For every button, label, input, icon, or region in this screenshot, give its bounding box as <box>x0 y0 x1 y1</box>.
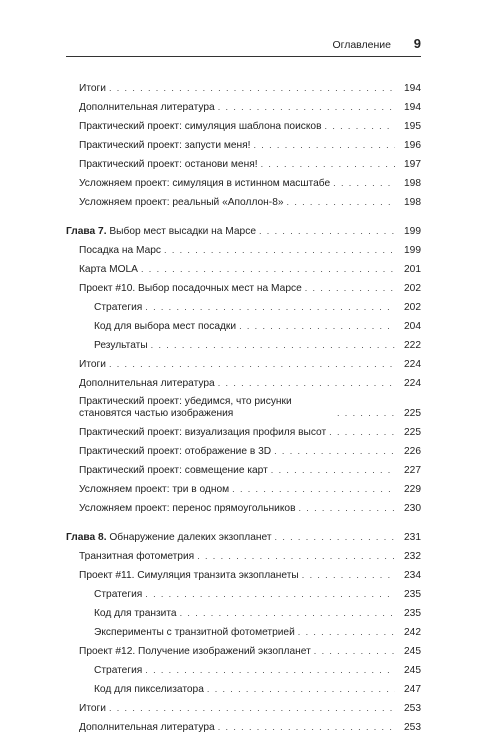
toc-entry <box>66 563 421 582</box>
dot-leader <box>298 502 395 515</box>
dot-leader <box>164 244 395 257</box>
dot-leader <box>271 464 395 477</box>
toc-entry-label: Практический проект: останови меня! <box>79 159 261 171</box>
dot-leader <box>151 339 395 352</box>
toc-entry-label: Практический проект: отображение в 3D <box>79 446 274 458</box>
toc-entry <box>66 76 421 95</box>
toc-entry-page-number: 225 <box>404 427 421 438</box>
dot-leader <box>109 82 395 95</box>
page-number: 9 <box>413 36 421 51</box>
toc-entry-label: Эксперименты с транзитной фотометрией <box>94 627 298 639</box>
chapter-title: Выбор мест высадки на Марсе <box>109 226 256 237</box>
toc-entry <box>66 677 421 696</box>
toc-entry <box>66 257 421 276</box>
toc-entry <box>66 333 421 352</box>
toc-entry-label: Практический проект: совмещение карт <box>79 465 271 477</box>
dot-leader <box>287 196 395 209</box>
toc-entry <box>66 639 421 658</box>
toc-entry-page-number: 234 <box>404 570 421 581</box>
toc-entry-page-number: 224 <box>404 359 421 370</box>
toc-entry-page-number: 235 <box>404 608 421 619</box>
toc-entry-label: Усложняем проект: симуляция в истинном масштабе <box>79 178 333 190</box>
toc-entry-label: Итоги <box>79 83 109 95</box>
toc-entry-label: Код для выбора мест посадки <box>94 321 239 333</box>
toc-entry-label: Стратегия <box>94 589 145 601</box>
toc-entry-label: Практический проект: запусти меня! <box>79 140 254 152</box>
toc-entry-page-number: 197 <box>404 159 421 170</box>
toc-entry-label: Итоги <box>79 703 109 715</box>
toc-entry-label: Транзитная фотометрия <box>79 551 197 563</box>
toc-entry <box>66 238 421 257</box>
toc-entry-page-number: 202 <box>404 302 421 313</box>
toc-entry-page-number: 245 <box>404 665 421 676</box>
dot-leader <box>314 645 395 658</box>
toc-entry-page-number: 224 <box>404 378 421 389</box>
toc-entry-page-number: 222 <box>404 340 421 351</box>
toc-entry <box>66 601 421 620</box>
toc-entry-label: Проект #10. Выбор посадочных мест на Марсе <box>79 283 305 295</box>
toc-entry-label: Практический проект: визуализация профиля высот <box>79 427 329 439</box>
toc-entry-page-number: 194 <box>404 102 421 113</box>
toc-entry <box>66 114 421 133</box>
dot-leader <box>232 483 395 496</box>
toc-entry-page-number: 202 <box>404 283 421 294</box>
toc-entry-page-number: 198 <box>404 178 421 189</box>
toc-entry-label: Код для транзита <box>94 608 180 620</box>
dot-leader <box>337 407 395 420</box>
toc-entry-label: Практический проект: убедимся, что рисунки становятся частью изображения <box>79 396 337 420</box>
toc-entry-page-number: 195 <box>404 121 421 132</box>
dot-leader <box>254 139 396 152</box>
dot-leader <box>298 626 395 639</box>
toc-chapter-entry <box>66 525 421 544</box>
toc-entry-page-number: 196 <box>404 140 421 151</box>
toc-entry <box>66 477 421 496</box>
toc-entry-label: Карта MOLA <box>79 264 141 276</box>
toc-entry <box>66 496 421 515</box>
page-header <box>66 36 421 57</box>
chapter-number: Глава 7. <box>66 226 107 237</box>
dot-leader <box>261 158 395 171</box>
toc-entry-label: Усложняем проект: три в одном <box>79 484 232 496</box>
toc-entry <box>66 439 421 458</box>
dot-leader <box>274 445 395 458</box>
toc-entry <box>66 582 421 601</box>
toc-entry-page-number: 226 <box>404 446 421 457</box>
dot-leader <box>141 263 395 276</box>
toc-entry <box>66 658 421 677</box>
dot-leader <box>197 550 395 563</box>
toc-entry-label: Стратегия <box>94 302 145 314</box>
toc-entry-page-number: 198 <box>404 197 421 208</box>
toc-entry-page-number: 225 <box>404 408 421 419</box>
toc-entry <box>66 352 421 371</box>
dot-leader <box>275 531 395 544</box>
toc-entry-label: Практический проект: симуляция шаблона поисков <box>79 121 325 133</box>
toc-entry-page-number: 253 <box>404 722 421 733</box>
toc-entry <box>66 458 421 477</box>
toc-entry-page-number: 204 <box>404 321 421 332</box>
dot-leader <box>109 702 395 715</box>
toc-entry-page-number: 253 <box>404 703 421 714</box>
dot-leader <box>333 177 395 190</box>
dot-leader <box>145 664 395 677</box>
dot-leader <box>325 120 395 133</box>
toc-entry-page-number: 235 <box>404 589 421 600</box>
toc-entry-page-number: 227 <box>404 465 421 476</box>
dot-leader <box>218 377 395 390</box>
toc-entry-page-number: 201 <box>404 264 421 275</box>
dot-leader <box>109 358 395 371</box>
dot-leader <box>145 588 395 601</box>
dot-leader <box>302 569 395 582</box>
dot-leader <box>207 683 395 696</box>
toc-entry-label: Проект #11. Симуляция транзита экзопланеты <box>79 570 302 582</box>
toc-entry <box>66 295 421 314</box>
toc-entry-label: Стратегия <box>94 665 145 677</box>
toc-entry <box>66 696 421 715</box>
dot-leader <box>218 101 395 114</box>
dot-leader <box>180 607 395 620</box>
toc-entry-label: Дополнительная литература <box>79 378 218 390</box>
toc-entry <box>66 715 421 734</box>
dot-leader <box>218 721 395 734</box>
toc-entry <box>66 620 421 639</box>
toc-entry-label <box>66 532 275 544</box>
toc-entry-label <box>66 226 259 238</box>
dot-leader <box>145 301 395 314</box>
toc-entry-label: Усложняем проект: реальный «Аполлон-8» <box>79 197 287 209</box>
toc-entry-label: Посадка на Марс <box>79 245 164 257</box>
running-head-title: Оглавление <box>332 39 391 51</box>
table-of-contents <box>66 76 421 734</box>
toc-entry <box>66 171 421 190</box>
toc-entry <box>66 544 421 563</box>
toc-entry-label: Дополнительная литература <box>79 722 218 734</box>
toc-entry-page-number: 245 <box>404 646 421 657</box>
toc-entry <box>66 390 421 420</box>
toc-entry-page-number: 229 <box>404 484 421 495</box>
toc-entry-page-number: 232 <box>404 551 421 562</box>
toc-entry-page-number: 194 <box>404 83 421 94</box>
toc-entry-page-number: 231 <box>404 532 421 543</box>
chapter-number: Глава 8. <box>66 532 107 543</box>
toc-chapter-entry <box>66 219 421 238</box>
toc-entry <box>66 190 421 209</box>
toc-entry <box>66 314 421 333</box>
toc-entry-label: Итоги <box>79 359 109 371</box>
toc-entry <box>66 420 421 439</box>
dot-leader <box>305 282 395 295</box>
toc-entry-label: Код для пикселизатора <box>94 684 207 696</box>
toc-entry <box>66 276 421 295</box>
toc-entry-label: Проект #12. Получение изображений экзопланет <box>79 646 314 658</box>
toc-entry-page-number: 199 <box>404 245 421 256</box>
toc-entry <box>66 133 421 152</box>
toc-entry-label: Результаты <box>94 340 151 352</box>
toc-entry <box>66 95 421 114</box>
toc-entry-page-number: 199 <box>404 226 421 237</box>
toc-entry-page-number: 247 <box>404 684 421 695</box>
dot-leader <box>259 225 395 238</box>
dot-leader <box>329 426 395 439</box>
toc-entry-label: Дополнительная литература <box>79 102 218 114</box>
toc-entry-label: Усложняем проект: перенос прямоугольников <box>79 503 298 515</box>
toc-entry-page-number: 242 <box>404 627 421 638</box>
toc-entry <box>66 152 421 171</box>
dot-leader <box>239 320 395 333</box>
chapter-title: Обнаружение далеких экзопланет <box>109 532 272 543</box>
toc-entry <box>66 371 421 390</box>
toc-entry-page-number: 230 <box>404 503 421 514</box>
